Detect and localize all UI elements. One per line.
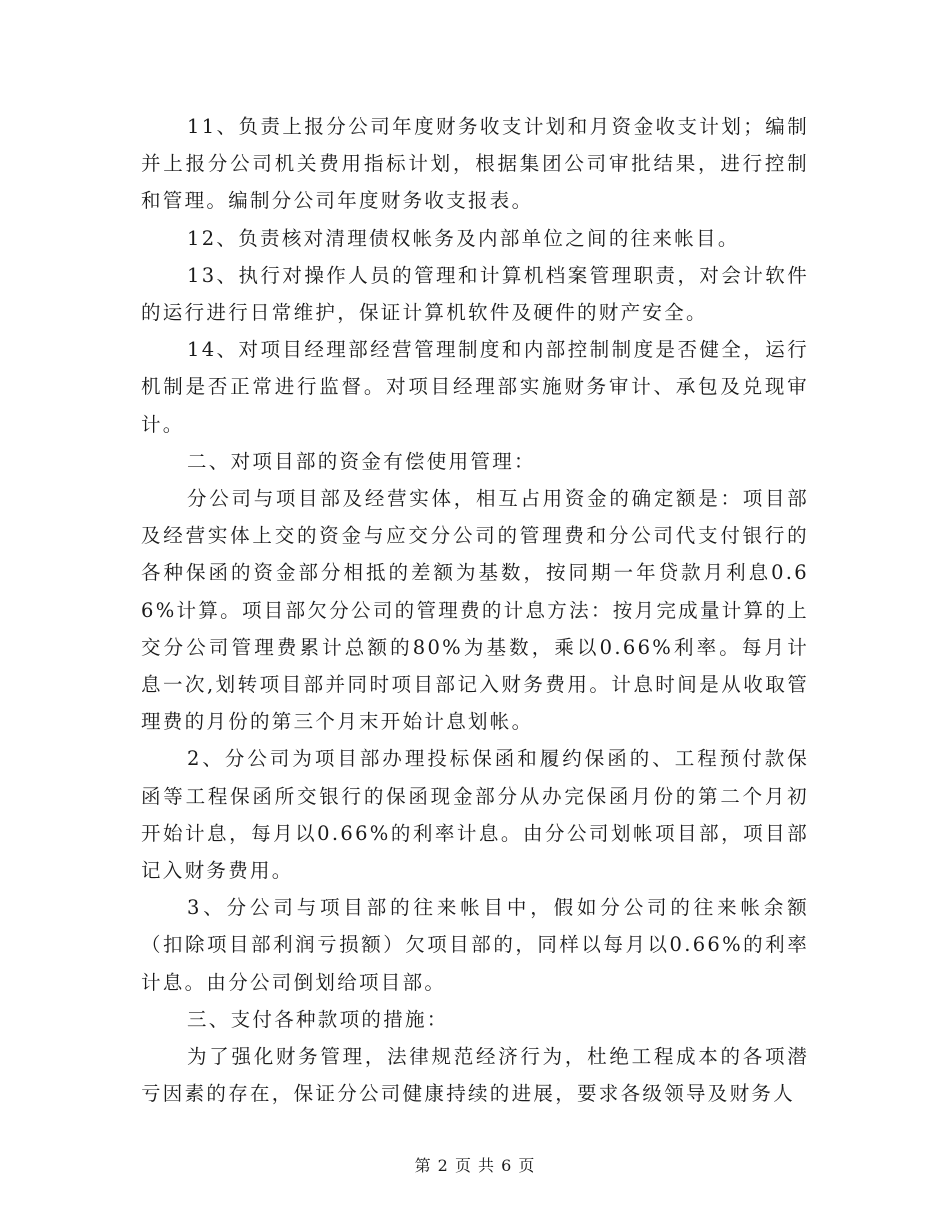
paragraph-item-3: 3、分公司与项目部的往来帐目中，假如分公司的往来帐余额（扣除项目部利润亏损额）欠项目部的，同样以每月以0.66%的利率计息。由分公司倒划给项目部。 [141,896,809,994]
paragraph-item-14: 14、对项目经理部经营管理制度和内部控制制度是否健全，运行机制是否正常进行监督。对项目经理部实施财务审计、承包及兑现审计。 [141,338,809,436]
paragraph-item-12: 12、负责核对清理债权帐务及内部单位之间的往来帐目。 [187,226,740,250]
section-heading-2: 二、对项目部的资金有偿使用管理： [187,449,536,473]
paragraph-item-2: 2、分公司为项目部办理投标保函和履约保函的、工程预付款保函等工程保函所交银行的保函现金部分从办完保函月份的第二个月初开始计息，每月以0.66%的利率计息。由分公司划帐项目部，项目部记入财务费用。 [141,747,809,883]
section-heading-3: 三、支付各种款项的措施： [187,1007,449,1031]
page-number-footer: 第 2 页 共 6 页 [414,1156,536,1175]
paragraph-item-11: 11、负责上报分公司年度财务收支计划和月资金收支计划；编制并上报分公司机关费用指标计划，根据集团公司审批结果，进行控制和管理。编制分公司年度财务收支报表。 [141,115,809,213]
document-body [141,108,809,1112]
paragraph-item-13: 13、执行对操作人员的管理和计算机档案管理职责，对会计软件的运行进行日常维护，保证计算机软件及硬件的财产安全。 [141,263,809,325]
paragraph-fund-usage: 分公司与项目部及经营实体，相互占用资金的确定额是：项目部及经营实体上交的资金与应交分公司的管理费和分公司代支付银行的各种保函的资金部分相抵的差额为基数，按同期一年贷款月利息0.66%计算。项目部欠分公司的管理费的计息方法：按月完成量计算的上交分公司管理费累计总额的80%为基数，乘以0.66%利率。每月计息一次,划转项目部并同时项目部记入财务费用。计息时间是从收取管理费的月份的第三个月末开始计息划帐。 [141,487,809,734]
paragraph-payment-measures: 为了强化财务管理，法律规范经济行为，杜绝工程成本的各项潜亏因素的存在，保证分公司健康持续的进展，要求各级领导及财务人 [141,1045,809,1106]
